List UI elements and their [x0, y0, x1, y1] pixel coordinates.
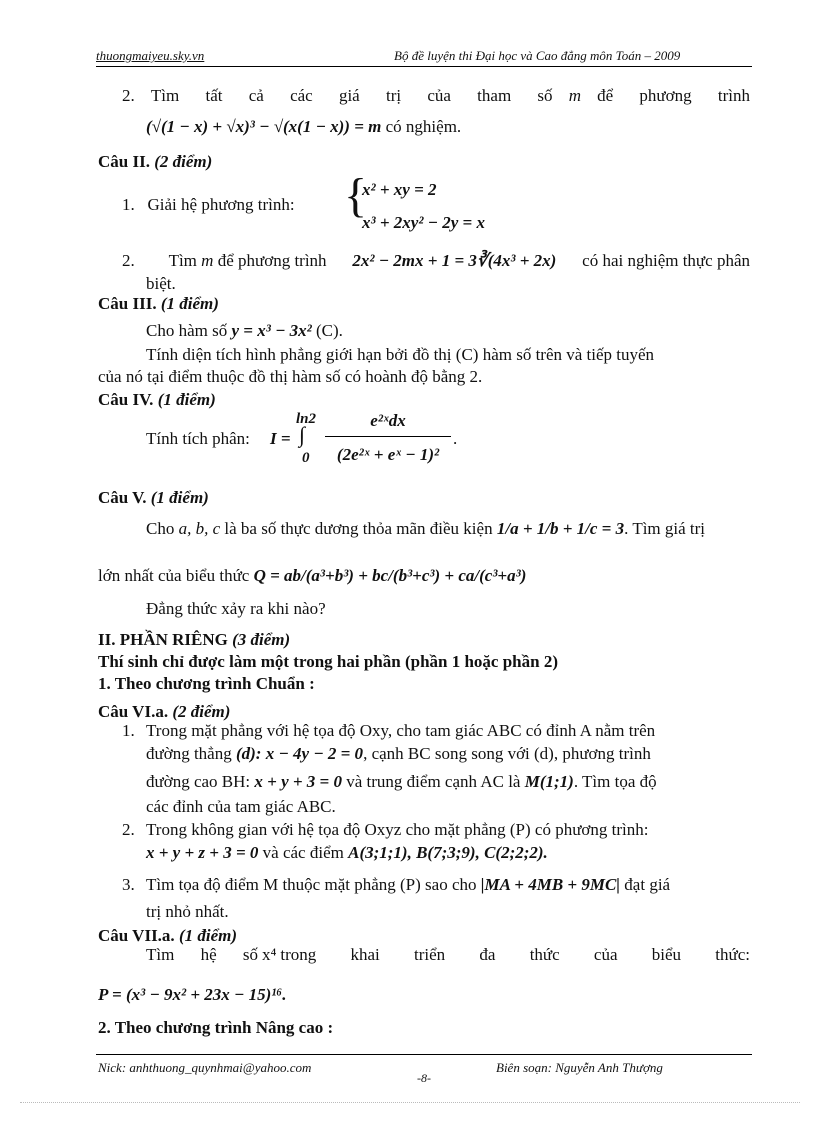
cau6a-i1-l4: các đỉnh của tam giác ABC. — [146, 797, 336, 816]
cau6a-points: (2 điểm) — [172, 702, 231, 721]
footer-author: Biên soạn: Nguyễn Anh Thượng — [496, 1060, 663, 1075]
header-site: thuongmaiyeu.sky.vn — [96, 48, 205, 63]
cau2-item2-num: 2. — [122, 251, 135, 270]
cau7a-l1-a: Tìm hệ số — [146, 945, 258, 964]
cau5-heading — [98, 488, 209, 508]
part2-points: (3 điểm) — [232, 630, 291, 649]
integral-sign: ∫ — [299, 422, 306, 447]
cau2-points: (2 điểm) — [154, 152, 213, 171]
cau2-item2-expr: 2x² − 2mx + 1 = 3∛(4x³ + 2x) — [352, 251, 557, 270]
cau5-points: (1 điểm) — [150, 488, 209, 507]
cau5-line1-cond: 1/a + 1/b + 1/c = 3 — [496, 519, 625, 538]
cau6a-i1-l2-b: , cạnh BC song song với (d), phương trình — [363, 744, 651, 763]
cau6a-i3-l1-b: đạt giá — [624, 875, 671, 894]
cau7a-title: Câu VII.a. — [98, 926, 175, 945]
cau5-line2-expr: Q = ab/(a³+b³) + bc/(b³+c³) + ca/(c³+a³) — [253, 566, 527, 585]
cau2-title: Câu II. — [98, 152, 150, 171]
cau2-item1-text: Giải hệ phương trình: — [147, 195, 295, 214]
cau7a-l1-b: trong khai triển đa thức của biểu thức: — [280, 945, 750, 964]
cau6a-i2-l2-a: và các điểm — [262, 843, 344, 862]
cau7a-l1-term: x⁴ — [261, 945, 277, 964]
cau4-points: (1 điểm) — [157, 390, 216, 409]
page-edge-dots — [20, 1102, 800, 1103]
cau7a-heading — [98, 926, 237, 946]
cau5-title: Câu V. — [98, 488, 147, 507]
cau4-lhs: I = — [270, 429, 291, 448]
system-brace: { — [344, 169, 368, 222]
q1-2-var-m: m — [568, 86, 581, 105]
q1-2-text-after: để phương trình — [597, 86, 750, 105]
q1-2-expr: (√(1 − x) + √x)³ − √(x(1 − x)) = m — [146, 117, 382, 136]
cau6a-i3-l1 — [146, 876, 670, 895]
cau4-text: Tính tích phân: — [146, 429, 250, 448]
cau4-lower: 0 — [302, 450, 310, 466]
cau2-item2-text-c: có hai nghiệm thực phân — [582, 251, 750, 270]
cau2-eq2: x³ + 2xy² − 2y = x — [362, 213, 485, 232]
cau5-line1-a: Cho — [146, 519, 175, 538]
cau6a-i2-l2-pts: A(3;1;1), B(7;3;9), C(2;2;2). — [348, 843, 548, 862]
cau3-title: Câu III. — [98, 294, 157, 313]
cau7a-points: (1 điểm) — [178, 926, 238, 945]
cau2-item1 — [122, 196, 295, 215]
cau6a-i2-l2 — [146, 844, 548, 863]
cau7a-l2-expr: P = (x³ − 9x² + 23x − 15)¹⁶. — [98, 985, 287, 1004]
cau3-line1-b: (C). — [315, 321, 343, 340]
header-title: Bộ đề luyện thi Đại học và Cao đẳng môn Toán – 2009 — [394, 48, 681, 63]
cau6a-i1-l3-a: đường cao BH: — [146, 772, 251, 791]
cau5-line1-c: . Tìm giá trị — [624, 519, 706, 538]
q1-2-line2 — [146, 118, 461, 137]
cau3-line1-a: Cho hàm số — [146, 321, 228, 340]
cau4-fraction-bar — [325, 436, 451, 437]
part2-prog2: 2. Theo chương trình Nâng cao : — [98, 1018, 334, 1037]
part2-heading — [98, 630, 290, 650]
cau2-item2-text-a: Tìm — [168, 251, 197, 270]
cau6a-i2-l1: Trong không gian với hệ tọa độ Oxyz cho mặt phẳng (P) có phương trình: — [146, 820, 649, 839]
cau4-period: . — [453, 429, 458, 448]
header-rule — [96, 66, 752, 67]
cau3-line1 — [146, 322, 343, 341]
q1-2-num: 2. — [122, 86, 135, 105]
cau6a-i1-l3-pt: M(1;1) — [524, 772, 574, 791]
cau2-item2-var: m — [201, 251, 214, 270]
cau4-upper: ln2 — [296, 411, 317, 427]
page-number: -8- — [417, 1071, 431, 1085]
cau6a-i1-l2-expr: (d): x − 4y − 2 = 0 — [235, 744, 364, 763]
cau6a-i1-l1: Trong mặt phẳng với hệ tọa độ Oxy, cho tam giác ABC có đỉnh A nằm trên — [146, 721, 656, 740]
cau6a-i3-l2: trị nhỏ nhất. — [146, 902, 229, 921]
cau6a-i1-l3-c: . Tìm tọa độ — [573, 772, 657, 791]
cau6a-i2-num: 2. — [122, 820, 135, 839]
footer-nick: Nick: anhthuong_quynhmai@yahoo.com — [98, 1060, 312, 1075]
cau4-num: e²ˣdx — [370, 411, 406, 430]
cau4-title: Câu IV. — [98, 390, 154, 409]
q1-2-tail: có nghiệm. — [385, 117, 462, 136]
cau5-line2-a: lớn nhất của biểu thức — [98, 566, 250, 585]
part2-instruction: Thí sinh chỉ được làm một trong hai phần (phần 1 hoặc phần 2) — [98, 652, 559, 671]
cau5-line1-b: là ba số thực dương thỏa mãn điều kiện — [224, 519, 493, 538]
cau6a-i3-num: 3. — [122, 875, 135, 894]
cau2-item2-line2: biệt. — [146, 274, 176, 293]
cau6a-i1-l2-a: đường thẳng — [146, 744, 232, 763]
cau3-line1-expr: y = x³ − 3x² — [231, 321, 312, 340]
cau3-heading — [98, 294, 219, 314]
cau6a-i1-l3 — [146, 773, 657, 792]
cau3-line2: Tính diện tích hình phẳng giới hạn bởi đồ thị (C) hàm số trên và tiếp tuyến — [146, 345, 655, 364]
cau5-line1 — [146, 520, 705, 539]
cau3-line3: của nó tại điểm thuộc đồ thị hàm số có hoành độ bằng 2. — [98, 367, 483, 386]
cau6a-i1-num: 1. — [122, 721, 135, 740]
cau5-line3: Đẳng thức xảy ra khi nào? — [146, 599, 326, 618]
part2-prog1: 1. Theo chương trình Chuẩn : — [98, 674, 315, 693]
cau5-line2 — [98, 567, 526, 586]
cau6a-i1-l2 — [146, 745, 651, 764]
cau6a-heading — [98, 702, 230, 722]
cau6a-i1-l3-b: và trung điểm cạnh AC là — [346, 772, 521, 791]
cau7a-l1 — [146, 946, 750, 965]
footer-rule — [96, 1054, 752, 1055]
cau2-item1-num: 1. — [122, 195, 135, 214]
q1-2-text: Tìm tất cả các giá trị của tham số — [150, 86, 553, 105]
cau4-den: (2e²ˣ + eˣ − 1)² — [336, 445, 440, 464]
cau6a-i3-l1-a: Tìm tọa độ điểm M thuộc mặt phẳng (P) sao cho — [146, 875, 477, 894]
cau2-eq1: x² + xy = 2 — [362, 180, 437, 199]
cau6a-i1-l3-expr: x + y + 3 = 0 — [254, 772, 342, 791]
cau2-item2-text-b: để phương trình — [217, 251, 327, 270]
cau6a-i3-l1-expr: |MA + 4MB + 9MC| — [480, 875, 621, 894]
q1-2-line1 — [122, 87, 750, 106]
cau6a-title: Câu VI.a. — [98, 702, 169, 721]
cau5-line1-vars: a, b, c — [178, 519, 221, 538]
cau2-heading — [98, 152, 212, 172]
cau4-heading — [98, 390, 216, 410]
part2-title: II. PHẦN RIÊNG — [98, 630, 228, 649]
cau6a-i2-l2-expr: x + y + z + 3 = 0 — [146, 843, 259, 862]
cau3-points: (1 điểm) — [160, 294, 219, 313]
cau2-item2-line1 — [122, 252, 750, 271]
